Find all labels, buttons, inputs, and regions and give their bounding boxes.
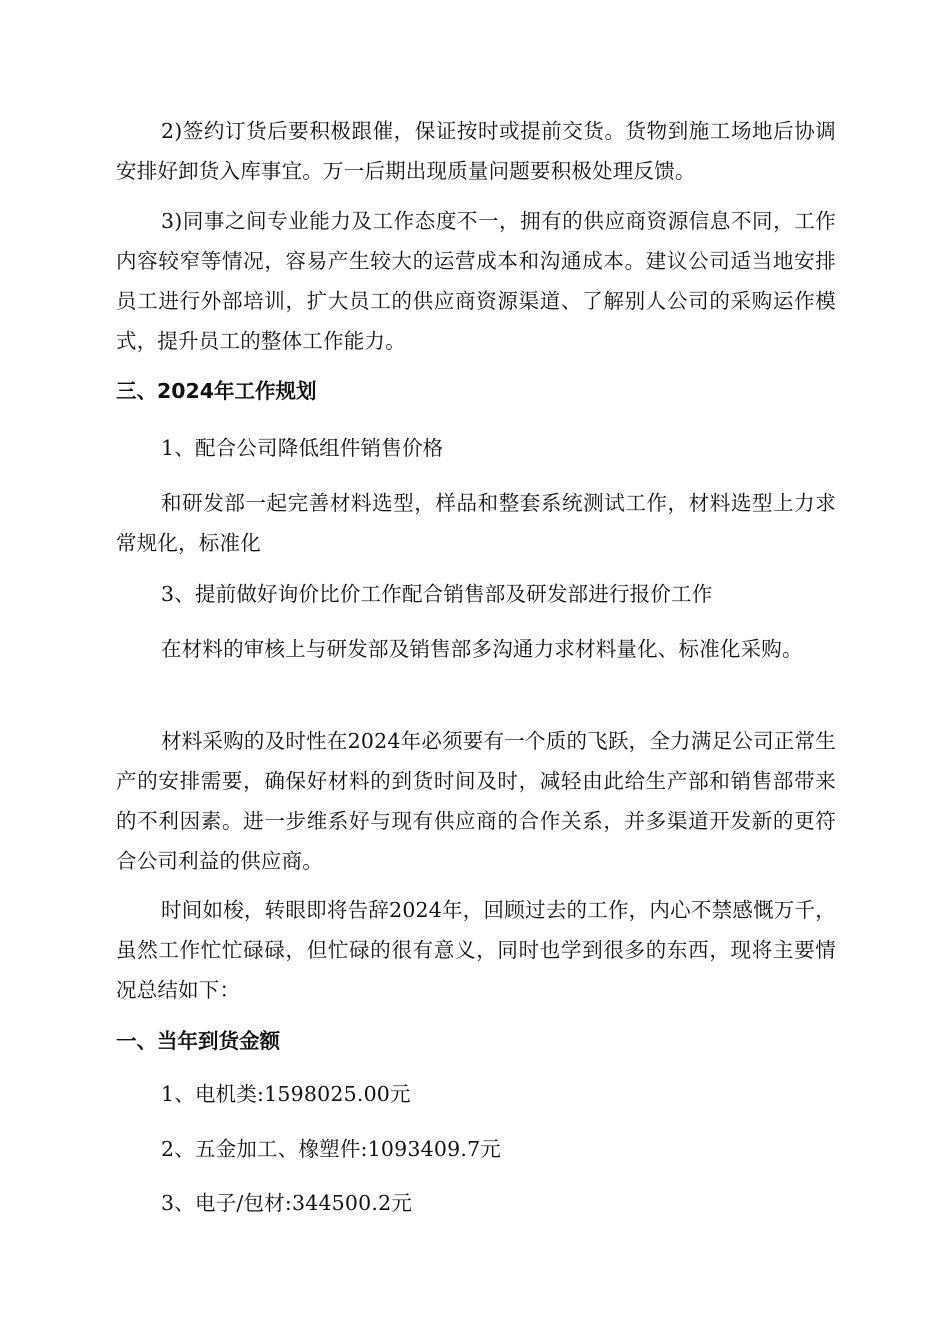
paragraph-follow-up-delivery: 2)签约订货后要积极跟催，保证按时或提前交货。货物到施工场地后协调安排好卸货入库事宜。万一后期出现质量问题要积极处理反馈。 xyxy=(116,119,836,183)
paragraph-staff-training: 3)同事之间专业能力及工作态度不一，拥有的供应商资源信息不同，工作内容较窄等情况，容易产生较大的运营成本和沟通成本。建议公司适当地安排员工进行外部培训，扩大员工的供应商资源渠道、了解别人公司的采购运作模式，提升员工的整体工作能力。 xyxy=(116,209,836,353)
paragraph-material-selection: 和研发部一起完善材料选型，样品和整套系统测试工作，材料选型上力求常规化，标准化 xyxy=(116,491,836,555)
section-heading-2024-plan: 三、2024年工作规划 xyxy=(116,379,317,403)
list-item-hardware-rubber: 2、五金加工、橡塑件:1093409.7元 xyxy=(161,1137,502,1161)
section-heading-arrival-amount: 一、当年到货金额 xyxy=(116,1029,280,1053)
paragraph-plan-item-1: 1、配合公司降低组件销售价格 xyxy=(161,436,444,460)
list-item-electronics-packaging: 3、电子/包材:344500.2元 xyxy=(161,1191,413,1215)
paragraph-material-review: 在材料的审核上与研发部及销售部多沟通力求材料量化、标准化采购。 xyxy=(161,637,803,661)
paragraph-plan-item-3: 3、提前做好询价比价工作配合销售部及研发部进行报价工作 xyxy=(161,582,713,606)
paragraph-summary-intro: 时间如梭，转眼即将告辞2024年，回顾过去的工作，内心不禁感慨万千，虽然工作忙忙碌碌，但忙碌的很有意义，同时也学到很多的东西，现将主要情况总结如下： xyxy=(116,898,836,1002)
list-item-motors: 1、电机类:1598025.00元 xyxy=(161,1082,411,1106)
paragraph-procurement-timeliness: 材料采购的及时性在2024年必须要有一个质的飞跃，全力满足公司正常生产的安排需要，确保好材料的到货时间及时，减轻由此给生产部和销售部带来的不利因素。进一步维系好与现有供应商的合作关系，并多渠道开发新的更符合公司利益的供应商。 xyxy=(116,729,836,873)
